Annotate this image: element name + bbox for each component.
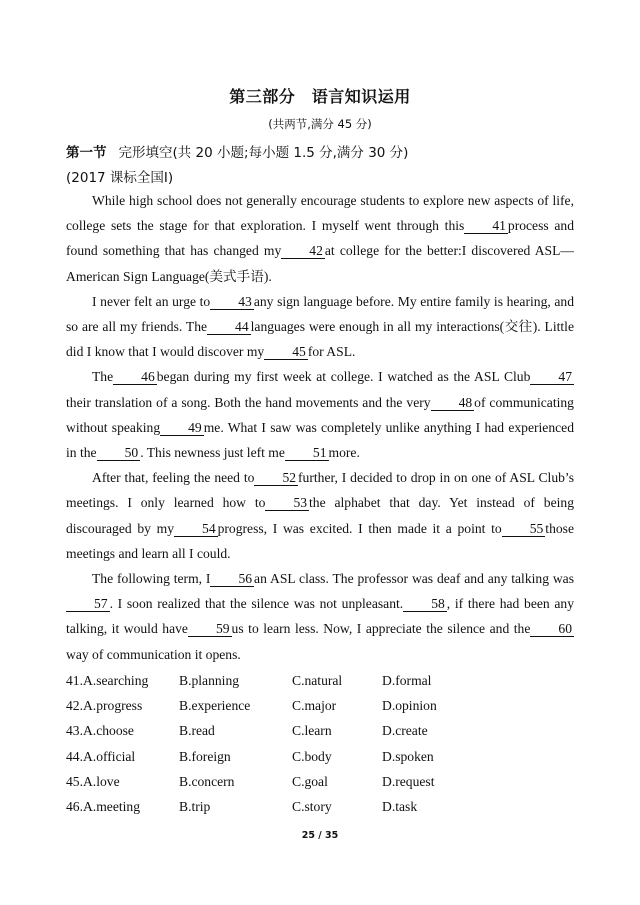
passage-text: . This newness just left me <box>140 445 285 461</box>
passage-text: . I soon realized that the silence was not unpleasant. <box>109 596 404 612</box>
blank-48: 48 <box>431 395 475 411</box>
option-c: C.major <box>292 698 337 714</box>
section-heading <box>66 141 408 161</box>
option-row-43 <box>66 718 482 743</box>
option-c: C.goal <box>292 773 328 789</box>
option-a: 45.A.love <box>66 773 120 789</box>
paragraph-5 <box>66 566 574 667</box>
option-c: C.natural <box>292 673 343 688</box>
blank-54: 54 <box>174 521 218 537</box>
passage-text: The following term, I <box>92 571 211 587</box>
option-d: D.task <box>382 798 418 814</box>
paragraph-1 <box>66 188 574 289</box>
option-a: 43.A.choose <box>66 723 134 739</box>
page-number: 25 / 35 <box>301 830 339 841</box>
cloze-passage <box>66 188 574 667</box>
passage-text: While high school does not generally encourage students to explore new aspects of life, college sets the stage for that exploration. I myself went through this <box>66 193 574 234</box>
option-a: 44.A.official <box>66 748 136 764</box>
passage-text: way of communication it opens. <box>66 646 241 662</box>
blank-55: 55 <box>502 521 546 537</box>
passage-text: languages were enough in all my interactions(交往). Little did I know that I would discover my <box>66 319 574 360</box>
option-a: 46.A.meeting <box>66 798 140 814</box>
blank-57: 57 <box>66 596 110 612</box>
blank-44: 44 <box>207 319 251 335</box>
option-c: C.body <box>292 748 332 764</box>
option-b: B.read <box>179 723 215 739</box>
passage-text: those meetings and learn all I could. <box>66 520 574 561</box>
blank-53: 53 <box>265 495 309 511</box>
option-row-45 <box>66 769 482 794</box>
passage-text: an ASL class. The professor was deaf and any talking was <box>254 571 575 587</box>
blank-50: 50 <box>97 445 141 461</box>
passage-text: process and found something that has changed my <box>66 218 575 259</box>
passage-text: further, I decided to drop in on one of ASL Club’s meetings. I only learned how to <box>66 470 574 511</box>
blank-43: 43 <box>210 294 254 310</box>
blank-60: 60 <box>530 621 574 637</box>
blank-47: 47 <box>530 369 574 385</box>
option-b: B.foreign <box>179 748 231 764</box>
blank-59: 59 <box>188 621 232 637</box>
blank-45: 45 <box>264 344 308 360</box>
blank-42: 42 <box>281 243 325 259</box>
passage-text: us to learn less. Now, I appreciate the silence and the <box>231 621 531 637</box>
option-b: B.experience <box>179 698 251 714</box>
answer-options <box>66 668 482 819</box>
option-c: C.learn <box>292 723 332 739</box>
section-description: 完形填空(共 20 小题;每小题 1.5 分,满分 30 分) <box>118 145 409 161</box>
option-d: D.formal <box>382 673 432 688</box>
passage-text: I never felt an urge to <box>92 293 211 309</box>
passage-text: of communicating without speaking <box>66 394 574 435</box>
option-row-42 <box>66 693 482 718</box>
option-row-46 <box>66 794 482 819</box>
passage-text: The <box>92 369 114 385</box>
exam-source: (2017 课标全国Ⅰ) <box>66 170 174 186</box>
passage-text: any sign language before. My entire family is hearing, and so are all my friends. The <box>66 293 575 335</box>
option-d: D.request <box>382 773 435 789</box>
blank-52: 52 <box>254 470 298 486</box>
blank-58: 58 <box>403 596 447 612</box>
passage-text: me. What I saw was completely unlike anything I had experienced in the <box>66 419 575 461</box>
paragraph-2 <box>66 289 574 365</box>
option-b: B.trip <box>179 798 211 814</box>
option-b: B.planning <box>179 673 240 688</box>
option-d: D.spoken <box>382 748 434 764</box>
option-c: C.story <box>292 798 332 814</box>
option-b: B.concern <box>179 773 235 789</box>
option-a: 42.A.progress <box>66 698 143 714</box>
option-d: D.opinion <box>382 698 437 714</box>
blank-51: 51 <box>285 445 329 461</box>
passage-text: After that, feeling the need to <box>92 470 255 486</box>
section-label: 第一节 <box>66 145 107 161</box>
passage-text: began during my first week at college. I watched as the ASL Club <box>156 369 531 385</box>
blank-41: 41 <box>464 218 508 234</box>
passage-text: at college for the better:I discovered ASL—American Sign Language(美式手语). <box>66 243 574 284</box>
blank-46: 46 <box>113 369 157 385</box>
blank-49: 49 <box>160 420 204 436</box>
passage-text: the alphabet that day. Yet instead of being discouraged by my <box>66 495 574 536</box>
blank-56: 56 <box>210 571 254 587</box>
paragraph-4 <box>66 465 574 566</box>
passage-text: for ASL. <box>307 344 356 360</box>
option-d: D.create <box>382 723 428 739</box>
passage-text: progress, I was excited. I then made it a point to <box>217 520 502 536</box>
option-row-44 <box>66 744 482 769</box>
paragraph-3 <box>66 364 574 465</box>
part-title: 第三部分 语言知识运用 <box>229 87 411 106</box>
part-subtitle: (共两节,满分 45 分) <box>268 117 372 131</box>
passage-text: , if there had been any talking, it would have <box>66 596 575 637</box>
option-row-41 <box>66 668 482 693</box>
passage-text: more. <box>328 445 360 461</box>
option-a: 41.A.searching <box>66 673 149 688</box>
passage-text: their translation of a song. Both the hand movements and the very <box>66 394 431 410</box>
